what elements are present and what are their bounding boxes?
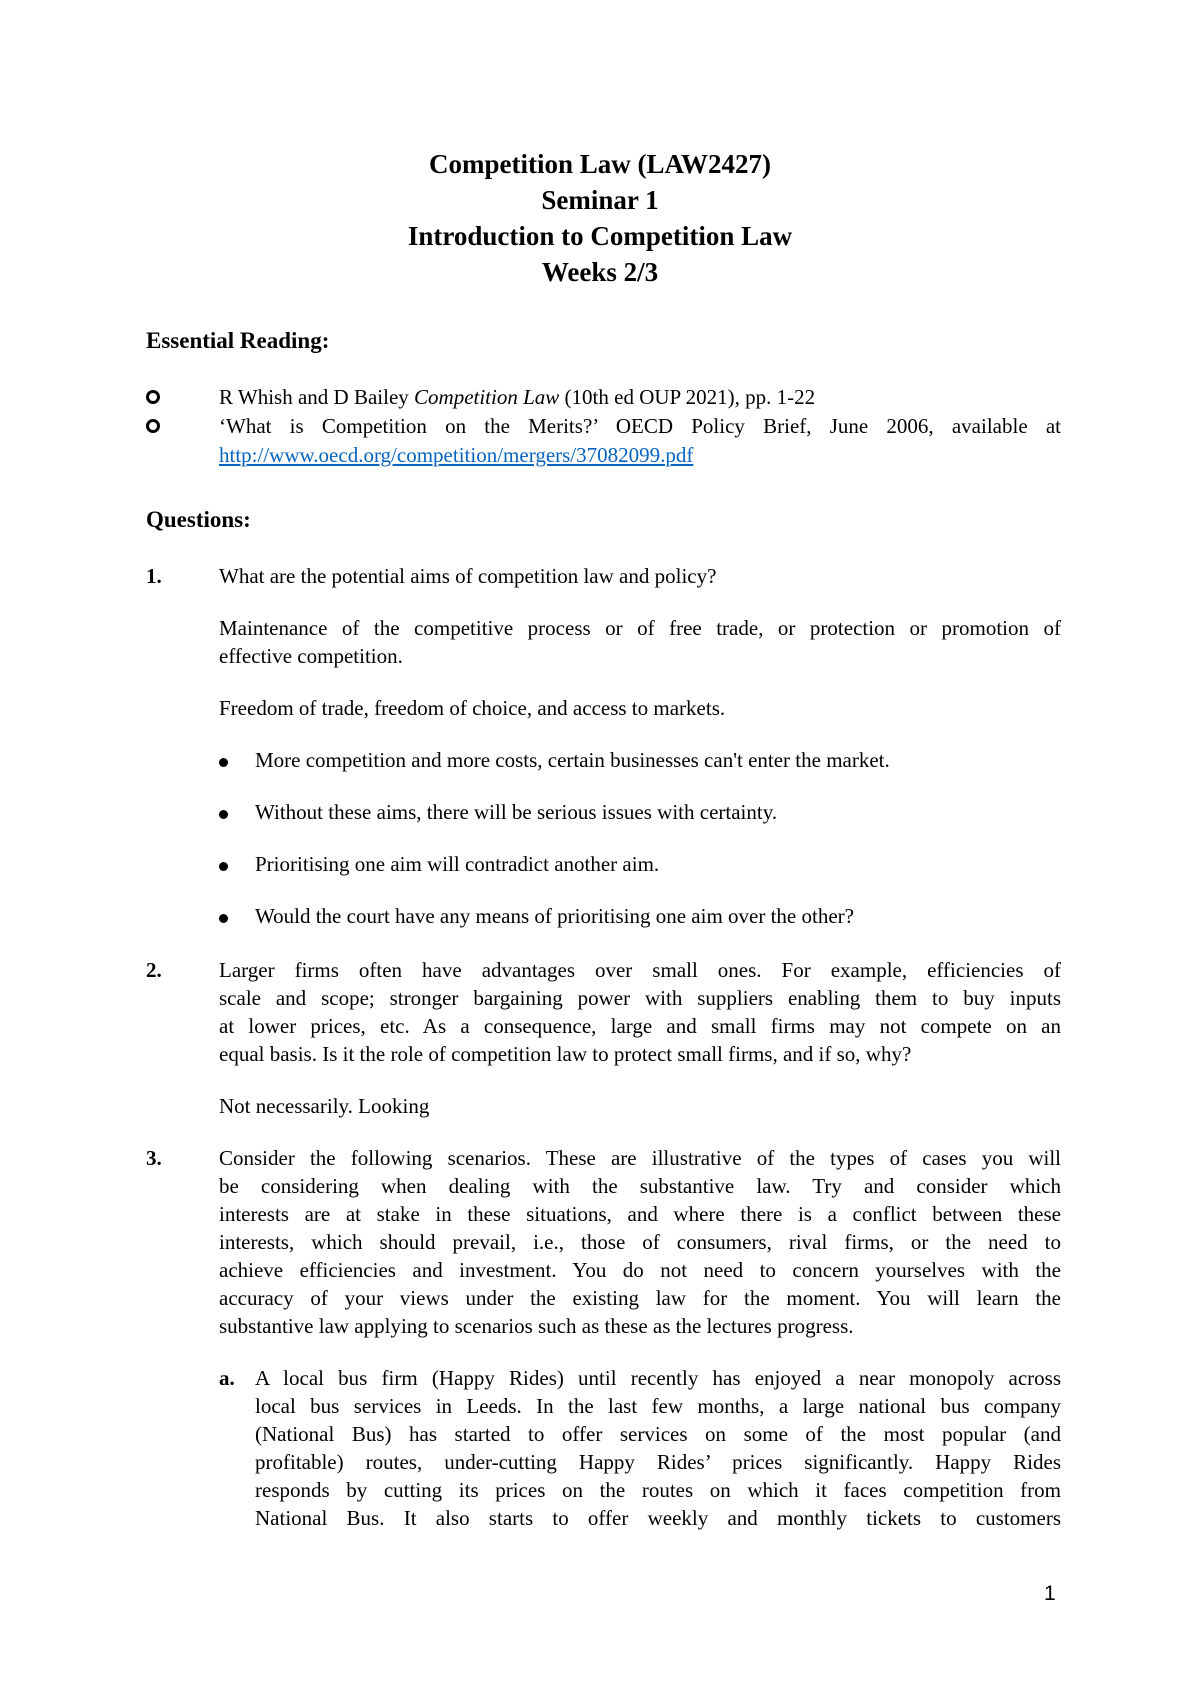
answer-bullet: Prioritising one aim will contradict another aim. <box>255 852 660 876</box>
hollow-bullet-icon <box>146 419 160 433</box>
questions-heading: Questions: <box>146 507 251 532</box>
question-line: Larger firms often have advantages over small ones. For example, efficiencies of <box>219 958 1061 982</box>
question-line: at lower prices, etc. As a consequence, large and small firms may not compete on an <box>219 1014 1061 1038</box>
question-number: 1. <box>146 564 162 588</box>
title-seminar: Seminar 1 <box>541 185 659 215</box>
bullet-dot-icon <box>219 758 228 767</box>
question-number: 2. <box>146 958 162 982</box>
reading-link[interactable] <box>219 441 693 469</box>
scenario-line: local bus services in Leeds. In the last few months, a large national bus company <box>255 1394 1061 1418</box>
bullet-dot-icon <box>219 914 228 923</box>
question-line: achieve efficiencies and investment. You do not need to concern yourselves with the <box>219 1258 1061 1282</box>
title-topic: Introduction to Competition Law <box>407 221 793 251</box>
scenario-line: National Bus. It also starts to offer weekly and monthly tickets to customers <box>255 1506 1061 1530</box>
question-line: accuracy of your views under the existing law for the moment. You will learn the <box>219 1286 1061 1310</box>
question-line: interests are at stake in these situations, and where there is a conflict between these <box>219 1202 1061 1226</box>
scenario-line: profitable) routes, under-cutting Happy Rides’ prices significantly. Happy Rides <box>255 1450 1061 1474</box>
bullet-dot-icon <box>219 810 228 819</box>
oecd-pdf-link[interactable]: http://www.oecd.org/competition/mergers/37082099.pdf <box>219 443 694 467</box>
scenario-line: (National Bus) has started to offer services on some of the most popular (and <box>255 1422 1061 1446</box>
question-line: Consider the following scenarios. These are illustrative of the types of cases you will <box>219 1146 1061 1170</box>
answer-bullet: More competition and more costs, certain businesses can't enter the market. <box>255 748 890 772</box>
answer-bullet: Would the court have any means of prioritising one aim over the other? <box>255 904 854 928</box>
answer-text: Maintenance of the competitive process or of free trade, or protection or promotion of <box>219 616 1061 640</box>
question-number: 3. <box>146 1146 162 1170</box>
question-text: What are the potential aims of competition law and policy? <box>219 564 717 588</box>
scenario-line: responds by cutting its prices on the routes on which it faces competition from <box>255 1478 1061 1502</box>
title-course: Competition Law (LAW2427) <box>429 149 771 179</box>
page-number: 1 <box>1044 1582 1056 1605</box>
title-weeks: Weeks 2/3 <box>541 257 659 287</box>
scenario-line: A local bus firm (Happy Rides) until recently has enjoyed a near monopoly across <box>255 1366 1061 1390</box>
bullet-dot-icon <box>219 862 228 871</box>
hollow-bullet-icon <box>146 390 160 404</box>
question-line: scale and scope; stronger bargaining power with suppliers enabling them to buy inputs <box>219 986 1061 1010</box>
subquestion-label: a. <box>219 1366 235 1390</box>
answer-bullet: Without these aims, there will be serious issues with certainty. <box>255 800 778 824</box>
reading-item: R Whish and D Bailey Competition Law (10th ed OUP 2021), pp. 1-22 <box>219 385 816 409</box>
reading-item-text: ‘What is Competition on the Merits?’ OECD Policy Brief, June 2006, available at <box>219 414 1061 438</box>
answer-text: Not necessarily. Looking <box>219 1094 430 1118</box>
question-line: substantive law applying to scenarios such as these as the lectures progress. <box>219 1314 854 1338</box>
answer-text: effective competition. <box>219 644 403 668</box>
question-line: equal basis. Is it the role of competition law to protect small firms, and if so, why? <box>219 1042 912 1066</box>
essential-reading-heading: Essential Reading: <box>146 328 330 353</box>
answer-text: Freedom of trade, freedom of choice, and access to markets. <box>219 696 726 720</box>
document-title <box>0 146 1200 290</box>
question-line: interests, which should prevail, i.e., those of consumers, rival firms, or the need to <box>219 1230 1061 1254</box>
question-line: be considering when dealing with the substantive law. Try and consider which <box>219 1174 1061 1198</box>
